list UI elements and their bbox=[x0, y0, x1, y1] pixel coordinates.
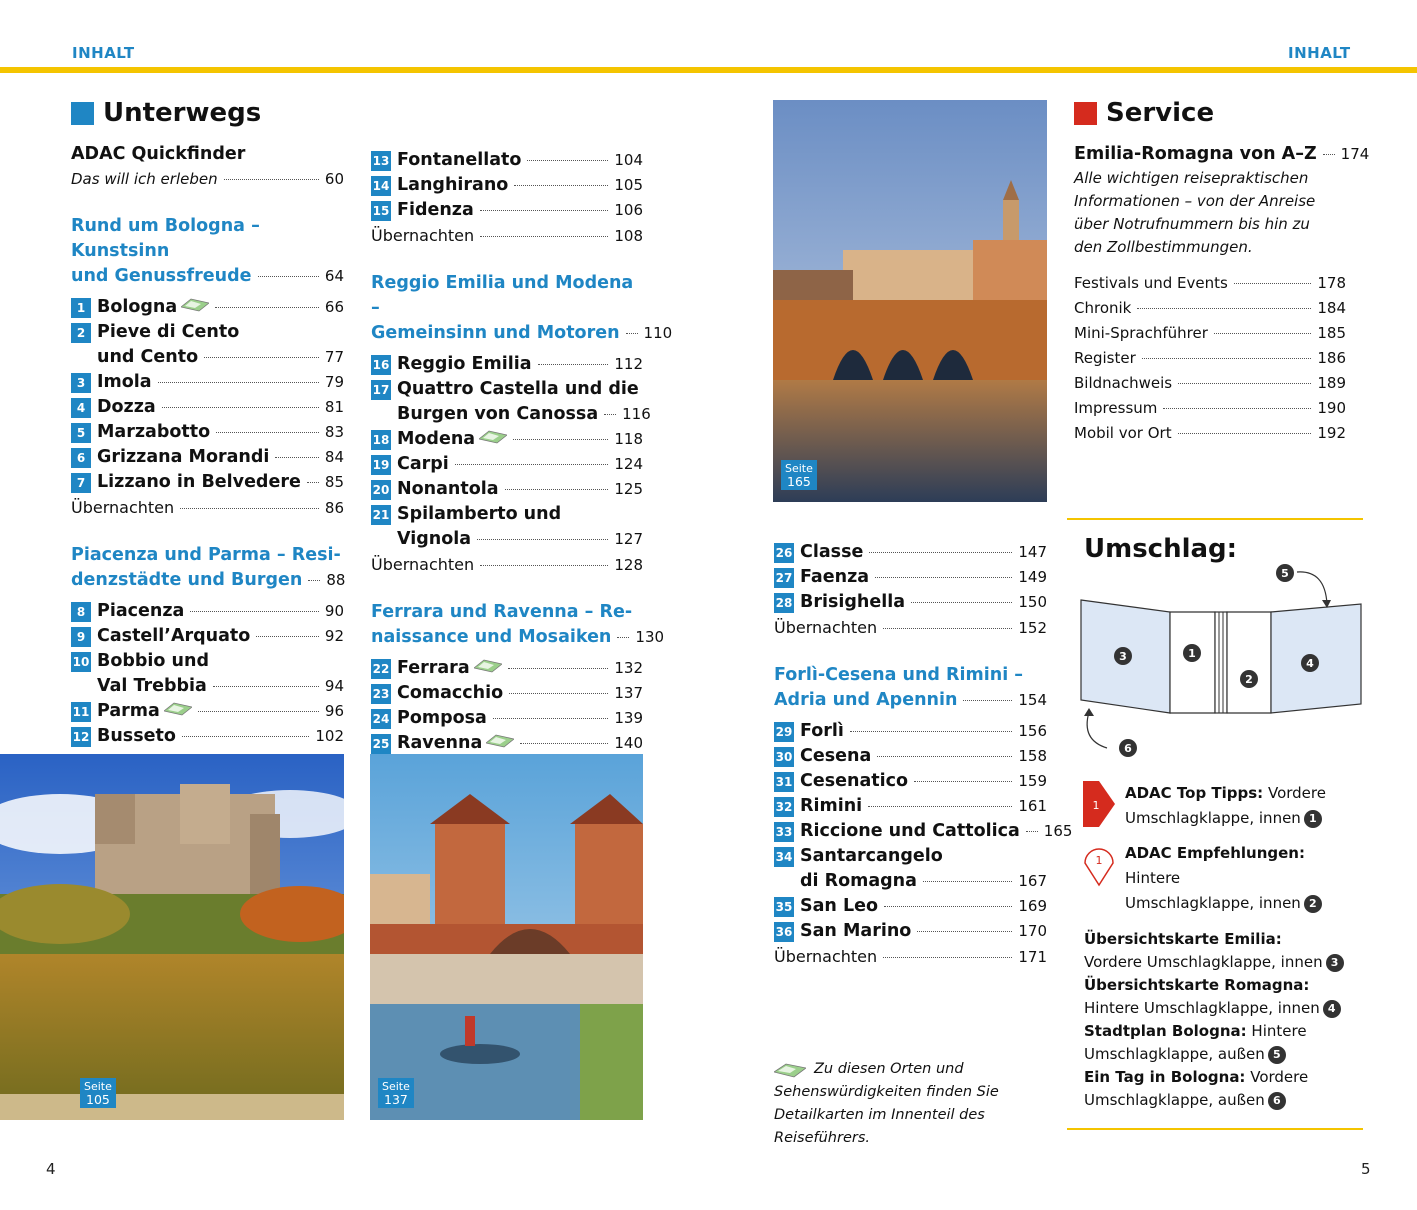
toc-entry[interactable]: Das will ich erleben 60 bbox=[71, 170, 344, 188]
toc-entry[interactable]: 8 Piacenza 90 bbox=[71, 599, 344, 624]
place-number-badge: 27 bbox=[774, 568, 794, 588]
toc-entry[interactable]: und Genussfreude 64 bbox=[71, 266, 344, 286]
place-number-badge: 4 bbox=[71, 398, 91, 418]
place-number-badge: 20 bbox=[371, 480, 391, 500]
header-right: INHALT bbox=[1288, 44, 1351, 62]
toc-entry[interactable]: 9 Castell’Arquato 92 bbox=[71, 624, 344, 649]
place-number-badge: 5 bbox=[71, 423, 91, 443]
service-column bbox=[1074, 98, 1370, 446]
place-number-badge: 34 bbox=[774, 847, 794, 867]
header-left: INHALT bbox=[72, 44, 135, 62]
legend-top-tipps: 1 ADAC Top Tipps: Vordere Umschlagklappe, innen 1 bbox=[1083, 781, 1353, 831]
toc-entry[interactable]: 4 Dozza 81 bbox=[71, 395, 344, 420]
toc-entry-continued[interactable]: Val Trebbia 94 bbox=[97, 676, 344, 696]
toc-entry[interactable]: 34 Santarcangelo bbox=[775, 846, 943, 866]
toc-entry-continued[interactable]: Burgen von Canossa 116 bbox=[397, 404, 651, 424]
toc-column-1 bbox=[71, 98, 344, 749]
empfehlung-marker-icon bbox=[1083, 845, 1115, 887]
place-number-badge: 29 bbox=[774, 722, 794, 742]
toc-entry[interactable]: 25 Ravenna 140 bbox=[372, 733, 643, 753]
region-heading[interactable]: Reggio Emilia und Modena – bbox=[371, 273, 634, 318]
cover-map-entry[interactable]: Stadtplan Bologna: Hintere Umschlagklappe, außen 5 bbox=[1084, 1022, 1307, 1063]
toc-entry[interactable]: 10 Bobbio und bbox=[72, 651, 209, 671]
place-number-badge: 9 bbox=[71, 627, 91, 647]
toc-entry[interactable]: 23 Comacchio 137 bbox=[372, 683, 643, 703]
map-note: Zu diesen Orten und Sehenswürdigkeiten finden Sie Detailkarten im Innenteil des Reiseführers. bbox=[774, 1061, 999, 1146]
toc-entry[interactable]: 19 Carpi 124 bbox=[372, 454, 643, 474]
toc-entry[interactable]: 26 Classe 147 bbox=[775, 542, 1047, 562]
toc-entry[interactable]: Übernachten 128 bbox=[371, 555, 643, 574]
place-number-badge: 28 bbox=[774, 593, 794, 613]
toc-entry[interactable]: 12 Busseto 102 bbox=[72, 726, 344, 746]
section-title: Unterwegs bbox=[103, 98, 262, 128]
header-bar bbox=[0, 67, 1417, 73]
toc-entry[interactable]: 32 Rimini 161 bbox=[775, 796, 1047, 816]
toc-entry[interactable]: 22 Ferrara 132 bbox=[372, 658, 643, 678]
place-number-badge: 24 bbox=[371, 709, 391, 729]
toc-entry[interactable]: Übernachten 86 bbox=[71, 498, 344, 517]
place-number-badge: 16 bbox=[371, 355, 391, 375]
place-number-badge: 3 bbox=[71, 373, 91, 393]
blue-square-icon bbox=[71, 102, 94, 125]
place-number-badge: 35 bbox=[774, 897, 794, 917]
place-number-badge: 11 bbox=[71, 702, 91, 722]
umschlag-title: Umschlag: bbox=[1084, 534, 1238, 564]
place-number-badge: 31 bbox=[774, 772, 794, 792]
quickfinder-title: ADAC Quickfinder bbox=[71, 144, 246, 164]
place-number-badge: 19 bbox=[371, 455, 391, 475]
toc-entry[interactable]: naissance und Mosaiken 130 bbox=[371, 627, 665, 647]
svg-text:1: 1 bbox=[1092, 799, 1100, 812]
toc-entry[interactable]: 30 Cesena 158 bbox=[775, 746, 1047, 766]
service-entry[interactable]: Impressum 190 bbox=[1074, 399, 1346, 417]
map-icon bbox=[164, 702, 192, 716]
section-heading-service bbox=[1074, 98, 1346, 128]
toc-entry[interactable]: Emilia-Romagna von A–Z 174 bbox=[1074, 144, 1370, 164]
page-number-right: 5 bbox=[1361, 1160, 1371, 1178]
toc-entry[interactable]: 36 San Marino 170 bbox=[775, 921, 1047, 941]
service-az-description: Alle wichtigen reisepraktischen Informationen – von der Anreise über Notrufnummern bis hin zu den Zollbestimmungen. bbox=[1074, 169, 1316, 256]
toc-entry[interactable]: Gemeinsinn und Motoren 110 bbox=[371, 323, 673, 343]
toc-entry[interactable]: Adria und Apennin 154 bbox=[774, 690, 1047, 710]
place-number-badge: 12 bbox=[71, 727, 91, 747]
legend-empfehlungen: 1 ADAC Empfehlungen: Hintere Umschlagklappe, innen 2 bbox=[1083, 841, 1353, 916]
place-number-badge: 36 bbox=[774, 922, 794, 942]
cover-map-entry[interactable]: Übersichtskarte Romagna: Hintere Umschlagklappe, innen 4 bbox=[1084, 974, 1359, 1020]
region-heading[interactable]: Forlì-Cesena und Rimini – bbox=[774, 665, 1024, 685]
toc-entry[interactable]: 1 Bologna 66 bbox=[71, 295, 344, 320]
cover-maps-list bbox=[1084, 928, 1359, 1112]
place-number-badge: 26 bbox=[774, 543, 794, 563]
place-number-badge: 33 bbox=[774, 822, 794, 842]
service-entry[interactable]: Chronik 184 bbox=[1074, 299, 1346, 317]
place-number-badge: 1 bbox=[71, 298, 91, 318]
photo-rimini-bridge bbox=[773, 100, 1047, 502]
place-number-badge: 32 bbox=[774, 797, 794, 817]
photo-page-tag: Seite 137 bbox=[378, 1078, 414, 1108]
place-number-badge: 6 bbox=[71, 448, 91, 468]
service-entry[interactable]: Festivals und Events 178 bbox=[1074, 274, 1346, 292]
toc-entry[interactable]: 5 Marzabotto 83 bbox=[71, 420, 344, 445]
photo-castle-torrechiara bbox=[0, 754, 344, 1120]
toc-entry[interactable]: 28 Brisighella 150 bbox=[775, 592, 1047, 612]
toc-entry[interactable]: 6 Grizzana Morandi 84 bbox=[71, 445, 344, 470]
toc-entry[interactable]: 18 Modena 118 bbox=[372, 429, 643, 449]
place-number-badge: 17 bbox=[371, 380, 391, 400]
service-entry[interactable]: Mobil vor Ort 192 bbox=[1074, 424, 1346, 442]
place-number-badge: 2 bbox=[71, 323, 91, 343]
section-title: Service bbox=[1106, 98, 1215, 128]
svg-text:1: 1 bbox=[1095, 854, 1103, 867]
toc-column-2 bbox=[371, 148, 673, 756]
toc-entry[interactable]: 11 Parma 96 bbox=[72, 701, 344, 721]
toc-column-3 bbox=[774, 540, 1073, 970]
place-number-badge: 25 bbox=[371, 734, 391, 754]
photo-page-tag: Seite 165 bbox=[781, 460, 817, 490]
photo-page-tag: Seite 105 bbox=[80, 1078, 116, 1108]
region-heading[interactable]: Piacenza und Parma – Resi- bbox=[71, 545, 341, 565]
service-entry[interactable]: Mini-Sprachführer 185 bbox=[1074, 324, 1346, 342]
toc-entry[interactable]: Übernachten 171 bbox=[774, 947, 1047, 966]
diagram-label: 2 bbox=[1245, 673, 1253, 686]
diagram-label: 1 bbox=[1188, 647, 1196, 660]
toc-entry[interactable]: 2 Pieve di Cento bbox=[71, 320, 344, 345]
place-number-badge: 8 bbox=[71, 602, 91, 622]
toc-entry[interactable]: 29 Forlì 156 bbox=[775, 721, 1047, 741]
place-number-badge: 30 bbox=[774, 747, 794, 767]
top-tipp-marker-icon bbox=[1083, 781, 1115, 827]
place-number-badge: 10 bbox=[71, 652, 91, 672]
toc-entry[interactable]: Übernachten 108 bbox=[371, 226, 643, 245]
place-number-badge: 15 bbox=[371, 201, 391, 221]
diagram-label: 3 bbox=[1119, 650, 1127, 663]
region-heading[interactable]: Rund um Bologna – Kunstsinn bbox=[71, 216, 260, 261]
toc-entry[interactable]: 17 Quattro Castella und die bbox=[372, 379, 639, 399]
diagram-label: 6 bbox=[1124, 742, 1132, 755]
diagram-label: 5 bbox=[1281, 567, 1289, 580]
toc-entry[interactable]: denzstädte und Burgen 88 bbox=[71, 570, 346, 590]
diagram-label: 4 bbox=[1306, 657, 1314, 670]
place-number-badge: 21 bbox=[371, 505, 391, 525]
toc-entry-continued[interactable]: Vignola 127 bbox=[397, 529, 643, 549]
toc-entry[interactable]: 24 Pomposa 139 bbox=[372, 708, 643, 728]
cover-map-entry[interactable]: Ein Tag in Bologna: Vordere Umschlagklappe, außen 6 bbox=[1084, 1068, 1309, 1109]
toc-entry[interactable]: 20 Nonantola 125 bbox=[372, 479, 643, 499]
toc-entry[interactable]: 15 Fidenza 106 bbox=[372, 200, 643, 220]
service-entry[interactable]: Bildnachweis 189 bbox=[1074, 374, 1346, 392]
map-icon bbox=[774, 1062, 806, 1076]
map-icon bbox=[479, 430, 507, 444]
toc-entry[interactable]: 3 Imola 79 bbox=[71, 370, 344, 395]
cover-fold-diagram bbox=[1075, 560, 1367, 760]
toc-entry-continued[interactable]: di Romagna 167 bbox=[800, 871, 1047, 891]
region-heading[interactable]: Ferrara und Ravenna – Re- bbox=[371, 602, 633, 622]
toc-entry[interactable]: 7 Lizzano in Belvedere 85 bbox=[71, 470, 344, 495]
toc-entry[interactable]: 27 Faenza 149 bbox=[775, 567, 1047, 587]
toc-entry[interactable]: 14 Langhirano 105 bbox=[372, 175, 643, 195]
page-number-left: 4 bbox=[46, 1160, 56, 1178]
toc-entry[interactable]: 21 Spilamberto und bbox=[372, 504, 562, 524]
map-icon bbox=[486, 734, 514, 748]
toc-entry[interactable]: Übernachten 152 bbox=[774, 618, 1047, 637]
place-number-badge: 13 bbox=[371, 151, 391, 171]
red-square-icon bbox=[1074, 102, 1097, 125]
place-number-badge: 7 bbox=[71, 473, 91, 493]
section-heading-unterwegs bbox=[71, 98, 344, 128]
photo-comacchio-trepponti bbox=[370, 754, 643, 1120]
toc-entry[interactable]: 31 Cesenatico 159 bbox=[775, 771, 1047, 791]
place-number-badge: 23 bbox=[371, 684, 391, 704]
toc-entry[interactable]: 13 Fontanellato 104 bbox=[372, 150, 643, 170]
map-icon bbox=[181, 298, 209, 312]
toc-entry[interactable]: 16 Reggio Emilia 112 bbox=[372, 354, 643, 374]
toc-entry[interactable]: 33 Riccione und Cattolica 165 bbox=[775, 821, 1073, 841]
place-number-badge: 18 bbox=[371, 430, 391, 450]
service-entry[interactable]: Register 186 bbox=[1074, 349, 1346, 367]
toc-entry-continued[interactable]: und Cento 77 bbox=[97, 347, 344, 367]
place-number-badge: 14 bbox=[371, 176, 391, 196]
place-number-badge: 22 bbox=[371, 659, 391, 679]
map-icon bbox=[474, 659, 502, 673]
toc-entry[interactable]: 35 San Leo 169 bbox=[775, 896, 1047, 916]
cover-map-entry[interactable]: Übersichtskarte Emilia: Vordere Umschlagklappe, innen 3 bbox=[1084, 928, 1359, 974]
